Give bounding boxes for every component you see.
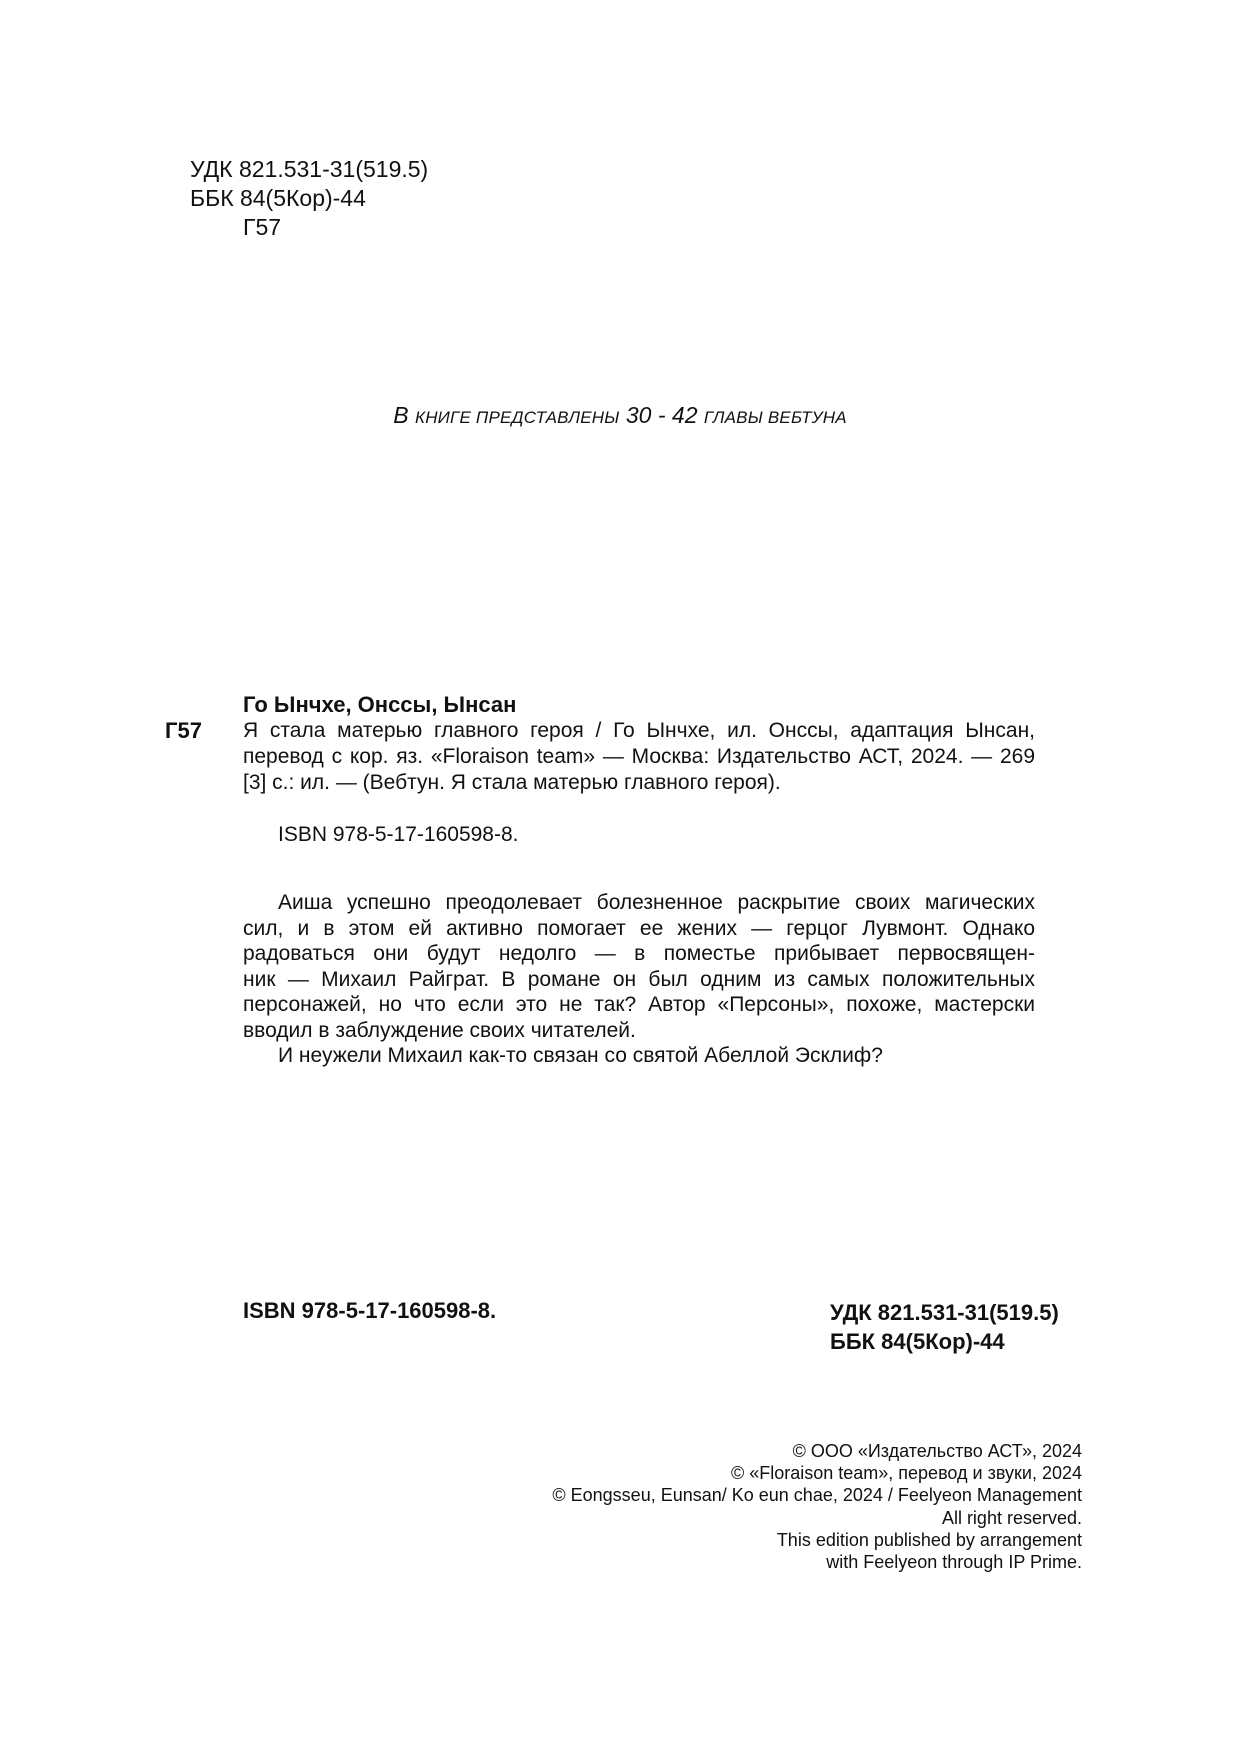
isbn-line: ISBN 978-5-17-160598-8.: [278, 823, 519, 846]
footer-classification: [830, 1298, 1059, 1356]
udk-code: УДК 821.531-31(519.5): [190, 156, 429, 182]
authors-heading: Го Ынчхе, Онссы, Ынсан: [243, 692, 517, 717]
note-part-2: КНИГЕ ПРЕДСТАВЛЕНЫ: [414, 408, 620, 427]
copyright-line: This edition published by arrangement: [776, 1529, 1082, 1550]
copyright-line: © ООО «Издательство АСТ», 2024: [792, 1441, 1082, 1461]
annotation-line: Аиша успешно преодолевает болезненное раскрытие своих магических: [278, 891, 1035, 914]
annotation-line: вводил в заблуждение своих читателей.: [243, 1018, 636, 1042]
copyright-line: © Eongsseu, Eunsan/ Ko eun chae, 2024 / Feelyeon Management: [552, 1485, 1082, 1506]
author-mark-bold: Г57: [165, 718, 202, 743]
copyright-block: [552, 1440, 1082, 1573]
bbk-code-bold: ББК 84(5Кор)-44: [830, 1329, 1005, 1354]
note-part-1: В: [393, 402, 409, 428]
biblio-line: Я стала матерью главного героя / Го Ынчхе, ил. Онссы, адаптация Ынсан,: [243, 719, 1035, 742]
copyright-line: with Feelyeon through IP Prime.: [826, 1551, 1082, 1572]
note-part-4: ГЛАВЫ ВЕБТУНА: [703, 408, 847, 427]
biblio-line: перевод с кор. яз. «Floraison team» — Москва: Издательство АСТ, 2024. — 269: [243, 745, 1035, 768]
copyright-line: © «Floraison team», перевод и звуки, 2024: [730, 1463, 1082, 1484]
author-mark: Г57: [243, 214, 282, 240]
isbn-bold: ISBN 978-5-17-160598-8.: [243, 1298, 497, 1323]
annotation-text: [243, 890, 1035, 1069]
udk-code-bold: УДК 821.531-31(519.5): [830, 1300, 1059, 1325]
annotation-last-paragraph: И неужели Михаил как-то связан со святой Абеллой Эсклиф?: [278, 1044, 883, 1067]
classification-block: [190, 155, 428, 242]
copyright-line: All right reserved.: [941, 1507, 1082, 1528]
bibliographic-description: [243, 718, 1035, 796]
bbk-code: ББК 84(5Кор)-44: [190, 185, 366, 211]
note-part-3: 30 - 42: [625, 402, 698, 428]
biblio-line: [3] с.: ил. — (Вебтун. Я стала матерью главного героя).: [243, 771, 781, 794]
chapters-note: [0, 402, 1240, 429]
annotation-line: персонажей, но что если это не так? Автор «Персоны», похоже, мастерски: [243, 993, 1035, 1016]
annotation-line: радоваться они будут недолго — в поместье прибывает первосвящен-: [243, 942, 1035, 965]
annotation-line: ник — Михаил Райграт. В романе он был одним из самых положительных: [243, 967, 1035, 991]
annotation-line: сил, и в этом ей активно помогает ее жених — герцог Лувмонт. Однако: [243, 916, 1035, 940]
